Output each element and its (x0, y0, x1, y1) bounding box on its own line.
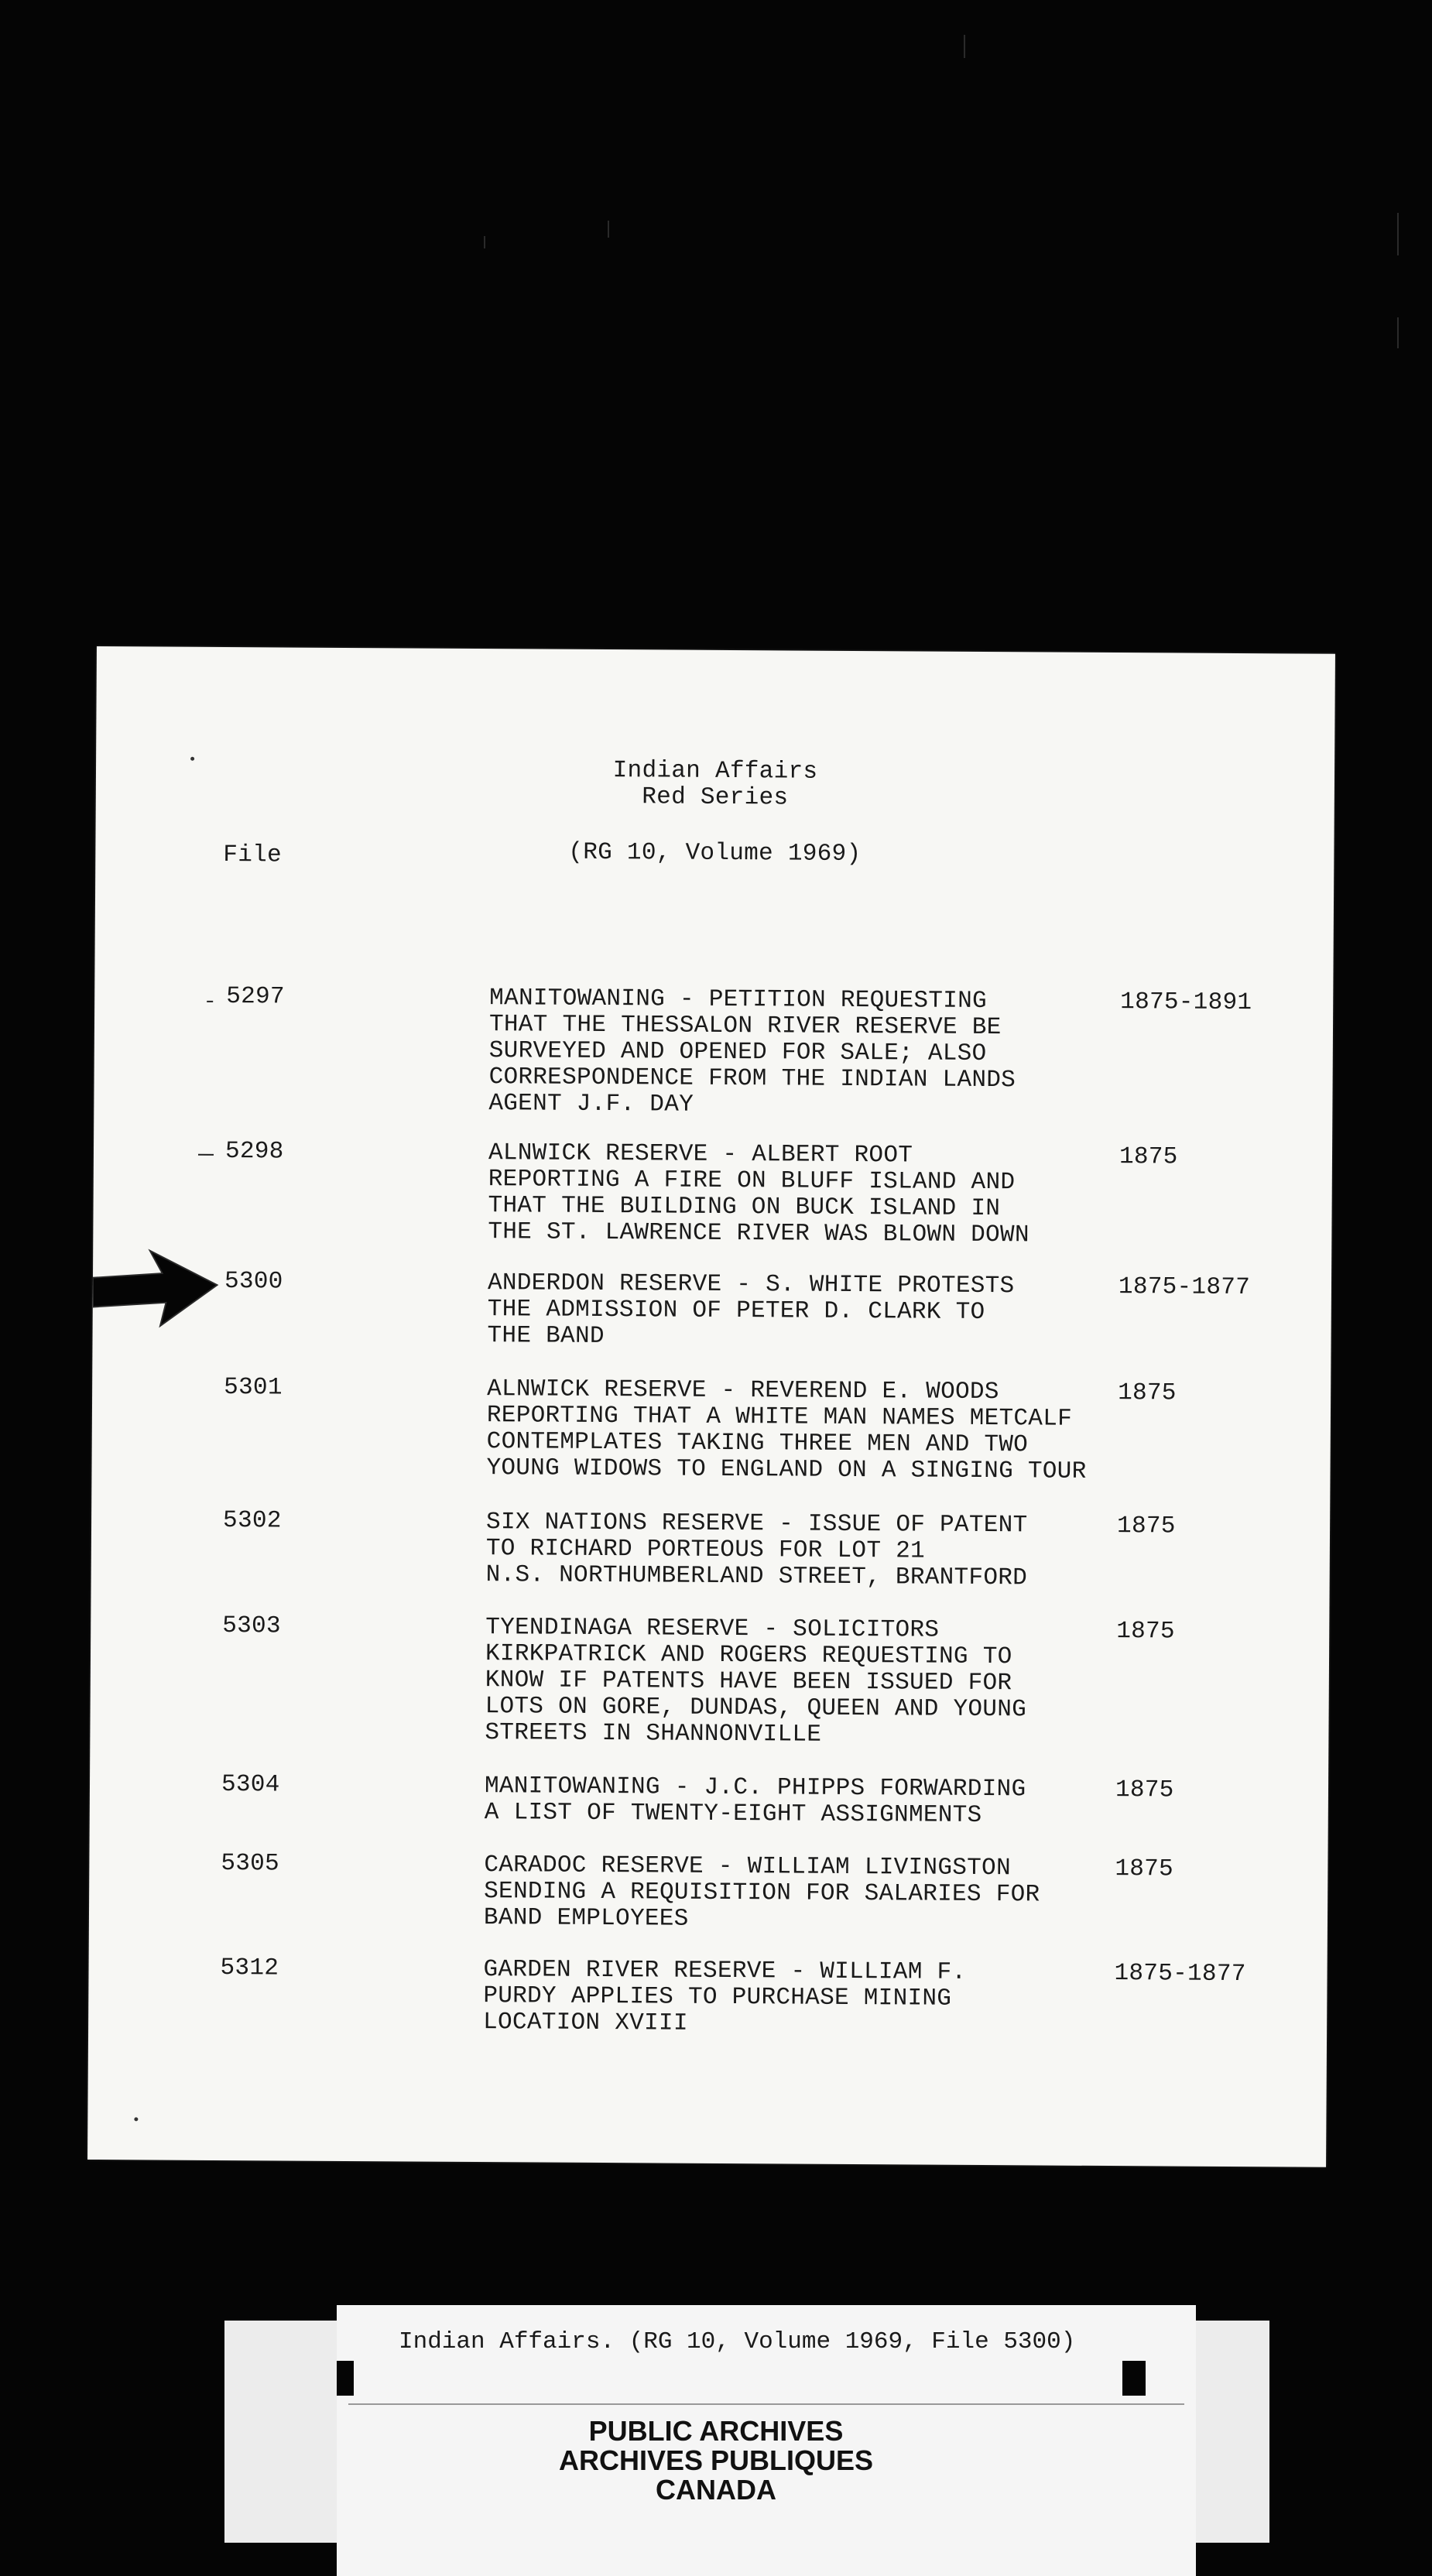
document-reference: (RG 10, Volume 1969) (568, 838, 862, 868)
entry-description (485, 1773, 1026, 1829)
label-caption: Indian Affairs. (RG 10, Volume 1969, File 5300) (399, 2328, 1076, 2355)
entry-file-number: 5297 (226, 983, 285, 1011)
entry-line: THAT THE THESSALON RIVER RESERVE BE (488, 1011, 1002, 1042)
entry-line: MANITOWANING - PETITION REQUESTING (489, 985, 988, 1016)
pencil-tick (207, 1001, 213, 1002)
entry-line: THE ADMISSION OF PETER D. CLARK TO (487, 1296, 985, 1327)
entry-line: ANDERDON RESERVE - S. WHITE PROTESTS (487, 1269, 1015, 1300)
entry-description (487, 1270, 1014, 1352)
entry-description (486, 1376, 1087, 1485)
entry-date: 1875 (1116, 1618, 1175, 1646)
entry-line: KNOW IF PATENTS HAVE BEEN ISSUED FOR (485, 1667, 1012, 1697)
entry-date: 1875 (1119, 1143, 1178, 1171)
entry-date: 1875 (1116, 1512, 1176, 1540)
entry-line: LOCATION XVIII (483, 2009, 688, 2037)
entry-line: LOTS ON GORE, DUNDAS, QUEEN AND YOUNG (485, 1693, 1027, 1724)
entry-line: PURDY APPLIES TO PURCHASE MINING (483, 1982, 952, 2012)
entry-description (488, 1140, 1029, 1249)
entry-date: 1875-1891 (1120, 988, 1252, 1017)
entry-line: SENDING A REQUISITION FOR SALARIES FOR (484, 1878, 1040, 1909)
pencil-tick (198, 1154, 214, 1156)
entry-line: REPORTING A FIRE ON BLUFF ISLAND AND (488, 1166, 1016, 1197)
entry-file-number: 5305 (221, 1850, 280, 1878)
entry-file-number: 5312 (220, 1954, 279, 1982)
entry-line: THE ST. LAWRENCE RIVER WAS BLOWN DOWN (488, 1218, 1029, 1249)
entry-line: TYENDINAGA RESERVE - SOLICITORS (485, 1614, 940, 1644)
entry-line: AGENT J.F. DAY (488, 1090, 694, 1118)
entry-description (484, 1852, 1040, 1934)
entry-file-number: 5303 (222, 1612, 282, 1640)
film-scratch (1397, 213, 1399, 255)
arrow-pointer-icon (93, 1245, 224, 1330)
archive-stamp-line: PUBLIC ARCHIVES (588, 2415, 844, 2447)
index-entry (91, 1507, 1330, 1592)
entry-description (486, 1509, 1028, 1591)
index-entry-highlighted (93, 1268, 1331, 1351)
film-scratch (964, 35, 965, 58)
index-entry (94, 983, 1333, 1118)
entry-line: ALNWICK RESERVE - ALBERT ROOT (488, 1139, 913, 1170)
entry-line: CARADOC RESERVE - WILLIAM LIVINGSTON (484, 1852, 1012, 1882)
entry-description (488, 985, 1016, 1120)
entry-description (483, 1957, 966, 2039)
entry-line: TO RICHARD PORTEOUS FOR LOT 21 (485, 1535, 926, 1565)
document-title: Indian Affairs (612, 757, 818, 786)
film-scratch (1397, 317, 1399, 348)
entry-line: CONTEMPLATES TAKING THREE MEN AND TWO (486, 1428, 1029, 1459)
entry-date: 1875 (1115, 1855, 1174, 1883)
entry-date: 1875 (1115, 1776, 1174, 1804)
label-divider (348, 2403, 1184, 2405)
entry-line: REPORTING THAT A WHITE MAN NAMES METCALF (486, 1402, 1073, 1433)
document-series: Red Series (642, 783, 789, 812)
entry-description (485, 1615, 1026, 1749)
archive-stamp-line: CANADA (656, 2474, 776, 2506)
entry-line: MANITOWANING - J.C. PHIPPS FORWARDING (484, 1773, 1026, 1804)
paper-speck (190, 757, 194, 761)
paper-speck (134, 2117, 138, 2121)
entry-line: CORRESPONDENCE FROM THE INDIAN LANDS (488, 1064, 1016, 1094)
entry-line: N.S. NORTHUMBERLAND STREET, BRANTFORD (485, 1561, 1028, 1592)
entry-file-number: 5301 (224, 1374, 283, 1402)
entry-file-number: 5304 (221, 1771, 280, 1799)
entry-date: 1875-1877 (1114, 1960, 1246, 1989)
entry-file-number: 5302 (222, 1507, 282, 1535)
entry-line: THE BAND (487, 1322, 605, 1351)
entry-line: BAND EMPLOYEES (483, 1904, 689, 1933)
entry-line: GARDEN RIVER RESERVE - WILLIAM F. (483, 1956, 967, 1986)
entry-line: SIX NATIONS RESERVE - ISSUE OF PATENT (485, 1509, 1028, 1540)
label-notch (337, 2361, 354, 2396)
index-entry (90, 1771, 1328, 1830)
index-entry (92, 1374, 1331, 1485)
label-notch (1122, 2361, 1146, 2396)
entry-file-number: 5300 (224, 1268, 283, 1296)
entry-line: ALNWICK RESERVE - REVEREND E. WOODS (487, 1375, 999, 1406)
entry-file-number: 5298 (224, 1138, 284, 1166)
index-entry (89, 1954, 1328, 2037)
entry-line: SURVEYED AND OPENED FOR SALE; ALSO (488, 1037, 987, 1068)
file-column-label: File (223, 841, 283, 869)
entry-line: STREETS IN SHANNONVILLE (485, 1719, 822, 1749)
entry-date: 1875-1877 (1118, 1273, 1251, 1302)
archive-stamp-line: ARCHIVES PUBLIQUES (558, 2444, 874, 2476)
film-scratch (484, 236, 485, 248)
index-entry (90, 1850, 1328, 1933)
entry-line: YOUNG WIDOWS TO ENGLAND ON A SINGING TOUR (486, 1454, 1087, 1485)
entry-line: KIRKPATRICK AND ROGERS REQUESTING TO (485, 1640, 1012, 1671)
film-scratch (608, 221, 609, 238)
index-entry (94, 1138, 1332, 1249)
index-entry (91, 1612, 1329, 1749)
index-page (87, 646, 1335, 2167)
entry-line: THAT THE BUILDING ON BUCK ISLAND IN (488, 1192, 1001, 1223)
entry-line: A LIST OF TWENTY-EIGHT ASSIGNMENTS (484, 1799, 982, 1830)
entry-date: 1875 (1118, 1379, 1177, 1407)
